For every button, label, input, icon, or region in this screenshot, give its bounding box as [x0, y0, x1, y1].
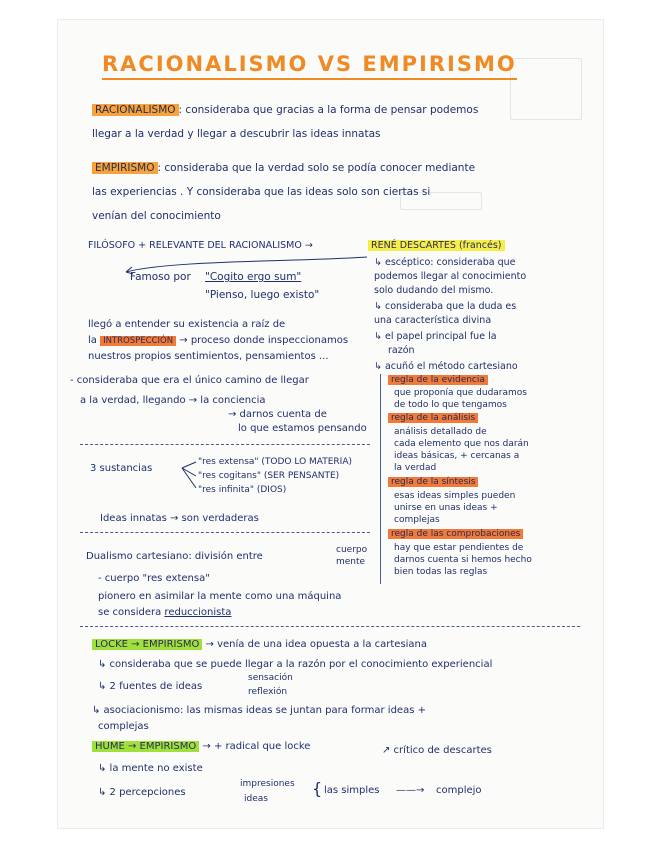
descartes-note-5: una característica divina	[374, 315, 492, 326]
dualismo-line-4: se considera reduccionista	[98, 607, 232, 618]
regla-sintesis-note-2: unirse en unas ideas +	[394, 503, 498, 513]
dualismo-line-3: pionero en asimilar la mente como una máquina	[98, 591, 342, 602]
hume-impresiones: impresiones	[240, 779, 295, 789]
regla-comprobaciones-note-3: bien todas las reglas	[394, 567, 488, 577]
hume-complejo: complejo	[436, 785, 482, 796]
descartes-note-4: ↳ consideraba que la duda es	[374, 301, 517, 312]
rene-descartes-highlight: RENÉ DESCARTES (francés)	[368, 240, 505, 251]
reduccionista-word: reduccionista	[164, 607, 232, 618]
dualismo-cuerpo: cuerpo	[336, 545, 368, 555]
regla-evidencia-note-2: de todo lo que tengamos	[394, 400, 507, 410]
regla-evidencia-note-1: que proponía que dudaramos	[394, 388, 527, 398]
hume-ideas: ideas	[244, 794, 268, 804]
regla-comprobaciones: regla de las comprobaciones	[388, 528, 523, 541]
hume-mente: ↳ la mente no existe	[98, 763, 203, 774]
consideraba-line-2: a la verdad, llegando → la conciencia	[80, 395, 266, 406]
empirismo-highlight: EMPIRISMO	[92, 162, 158, 174]
regla-analisis-note-3: ideas básicas, + cercanas a	[394, 451, 520, 461]
consideraba-line-1: - consideraba que era el único camino de llegar	[70, 375, 309, 386]
llego-line-1: llegó a entender su existencia a raíz de	[88, 319, 286, 330]
hume-highlight: HUME → EMPIRISMO	[92, 741, 199, 752]
locke-sensacion: sensación	[248, 673, 293, 683]
ideas-innatas-line: Ideas innatas → son verdaderas	[100, 513, 259, 524]
regla-analisis-note-1: análisis detallado de	[394, 427, 487, 437]
descartes-note-1: ↳ escéptico: consideraba que	[374, 257, 516, 268]
sustancias-bracket	[178, 458, 200, 494]
hume-critico: ↗ crítico de descartes	[382, 745, 492, 756]
locke-complejas: complejas	[98, 721, 149, 732]
filosofo-relevante-line: FILÓSOFO + RELEVANTE DEL RACIONALISMO →	[88, 240, 313, 251]
regla-analisis-note-4: la verdad	[394, 463, 437, 473]
introspeccion-highlight: INTROSPECCIÓN	[100, 336, 176, 346]
dualismo-line-1: Dualismo cartesiano: división entre	[86, 551, 263, 562]
cogito-quote: "Cogito ergo sum"	[205, 271, 302, 283]
regla-sintesis-note-1: esas ideas simples pueden	[394, 491, 516, 501]
hume-arrow-icon: ——→	[396, 785, 425, 796]
empirismo-definition-line-1: EMPIRISMO : consideraba que la verdad solo se podía conocer mediante	[92, 162, 475, 175]
locke-asociacionismo: ↳ asociacionismo: las mismas ideas se juntan para formar ideas +	[92, 705, 426, 716]
section-divider	[80, 444, 370, 445]
section-divider	[80, 532, 370, 533]
hume-simples: las simples	[324, 785, 380, 796]
hume-percepciones: ↳ 2 percepciones	[98, 787, 186, 798]
empirismo-definition-line-3: venían del conocimiento	[92, 210, 221, 222]
dualismo-mente: mente	[336, 557, 366, 567]
sustancia-res-cogitans: "res cogitans" (SER PENSANTE)	[198, 471, 340, 481]
hume-brace-icon: {	[312, 779, 323, 798]
descartes-note-2: podemos llegar al conocimiento	[374, 271, 527, 282]
locke-highlight: LOCKE → EMPIRISMO	[92, 639, 202, 650]
page-title: RACIONALISMO VS EMPIRISMO	[102, 52, 517, 80]
empirismo-definition-line-2: las experiencias . Y consideraba que las ideas solo son ciertas si	[92, 186, 431, 198]
llego-line-3: nuestros propios sentimientos, pensamientos ...	[88, 351, 329, 362]
descartes-note-7: razón	[388, 345, 415, 356]
locke-line-2: ↳ consideraba que se puede llegar a la razón por el conocimiento experiencial	[98, 659, 493, 670]
rene-descartes-line	[368, 239, 505, 252]
section-divider	[80, 626, 580, 627]
descartes-note-6: ↳ el papel principal fue la	[374, 331, 497, 342]
locke-reflexion: reflexión	[248, 687, 288, 697]
bleed-through-mark	[510, 58, 582, 120]
llego-line-2: la INTROSPECCIÓN → proceso donde inspeccionamos	[88, 335, 349, 346]
pienso-quote: "Pienso, luego existo"	[205, 289, 320, 301]
regla-analisis: regla de la análisis	[388, 412, 478, 425]
sustancia-res-infinita: "res infinita" (DIOS)	[198, 485, 287, 495]
racionalismo-definition-line-2: llegar a la verdad y llegar a descubrir las ideas innatas	[92, 128, 381, 140]
consideraba-line-3: → darnos cuenta de	[228, 409, 327, 420]
descartes-note-8: ↳ acuñó el método cartesiano	[374, 361, 518, 372]
sustancia-res-extensa: "res extensa" (TODO LO MATERIA)	[198, 457, 352, 467]
racionalismo-definition-line-1: RACIONALISMO : consideraba que gracias a la forma de pensar podemos	[92, 104, 478, 117]
hume-line: HUME → EMPIRISMO → + radical que locke	[92, 740, 310, 753]
regla-sintesis-note-3: complejas	[394, 515, 440, 525]
racionalismo-highlight: RACIONALISMO	[92, 104, 179, 116]
regla-sintesis: regla de la síntesis	[388, 476, 478, 489]
regla-evidencia: regla de la evidencia	[388, 374, 488, 387]
regla-analisis-note-2: cada elemento que nos darán	[394, 439, 529, 449]
metodo-bracket-line	[380, 374, 381, 584]
regla-comprobaciones-note-1: hay que estar pendientes de	[394, 543, 524, 553]
consideraba-line-4: lo que estamos pensando	[238, 423, 367, 434]
locke-line: LOCKE → EMPIRISMO → venía de una idea opuesta a la cartesiana	[92, 638, 427, 651]
regla-comprobaciones-note-2: darnos cuenta si hemos hecho	[394, 555, 532, 565]
locke-fuentes: ↳ 2 fuentes de ideas	[98, 681, 203, 692]
descartes-note-3: solo dudando del mismo.	[374, 285, 494, 296]
famoso-por-label: Famoso por	[130, 271, 191, 283]
sustancias-label: 3 sustancias	[90, 463, 153, 474]
dualismo-line-2: - cuerpo "res extensa"	[98, 573, 210, 584]
